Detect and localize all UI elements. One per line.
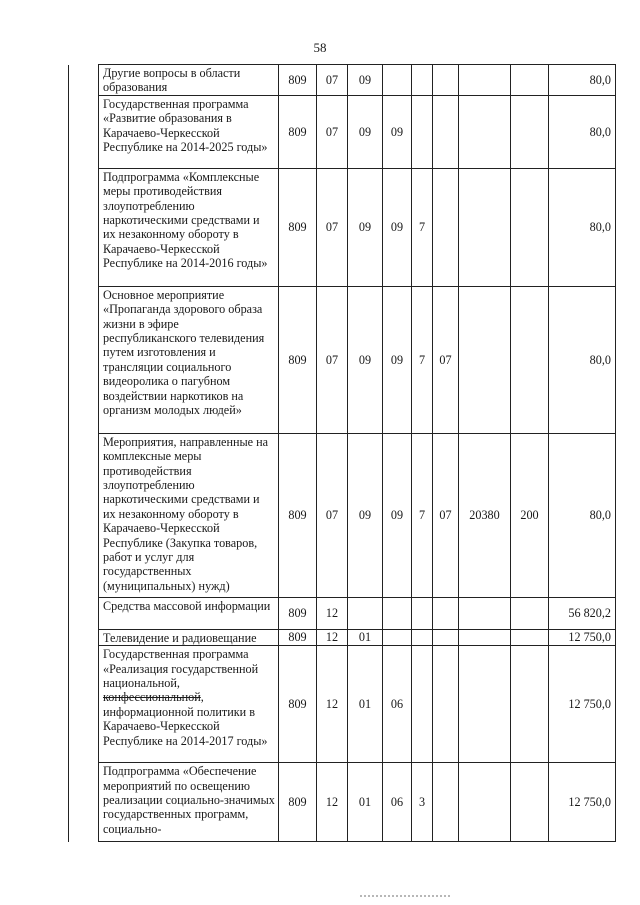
meropriyatie-code	[433, 597, 459, 629]
razdel-code: 12	[317, 646, 348, 763]
programma-code	[383, 629, 412, 645]
podprogramma-code	[412, 646, 433, 763]
row-name	[99, 646, 279, 763]
row-sum: 80,0	[549, 95, 616, 168]
table-row	[69, 646, 616, 763]
programma-code: 09	[383, 433, 412, 597]
row-name: Подпрограмма «Комплексные меры противодействия злоупотреблению наркотическими средствами и их незаконному обороту в Карачаево-Черкесской Республике на 2014-2016 годы»	[99, 168, 279, 286]
vedomstvo-code: 809	[279, 168, 317, 286]
row-sum: 80,0	[549, 433, 616, 597]
razdel-code: 12	[317, 629, 348, 645]
row-name: Телевидение и радиовещание	[99, 629, 279, 645]
podrazdel-code: 01	[348, 646, 383, 763]
razdel-code: 07	[317, 168, 348, 286]
programma-code: 09	[383, 286, 412, 433]
row-name-part: , информационной политики в Карачаево-Черкесской Республике на 2014-2017 годы»	[103, 690, 268, 748]
row-name: Другие вопросы в области образования	[99, 65, 279, 96]
vedomstvo-code: 809	[279, 95, 317, 168]
row-name: Основное мероприятие «Пропаганда здорового образа жизни в эфире республиканского телевидения путем изготовления и трансляции социального видеоролика о пагубном воздействии наркотиков на организм молодых людей»	[99, 286, 279, 433]
empty-cell	[69, 286, 99, 433]
table-row	[69, 629, 616, 645]
programma-code	[383, 597, 412, 629]
row-name: Мероприятия, направленные на комплексные меры противодействия злоупотреблению наркотическими средствами и их незаконному обороту в Карачаево-Черкесской Республике (Закупка товаров, работ и услуг для государственных (муниципальных) нужд)	[99, 433, 279, 597]
podrazdel-code: 01	[348, 629, 383, 645]
napravlenie-code	[459, 763, 511, 842]
table-row	[69, 95, 616, 168]
meropriyatie-code	[433, 65, 459, 96]
table-row	[69, 433, 616, 597]
podprogramma-code	[412, 95, 433, 168]
napravlenie-code	[459, 95, 511, 168]
table-row	[69, 597, 616, 629]
podrazdel-code: 09	[348, 433, 383, 597]
vid-rashodov-code	[511, 629, 549, 645]
vedomstvo-code: 809	[279, 65, 317, 96]
programma-code: 06	[383, 646, 412, 763]
vid-rashodov-code	[511, 763, 549, 842]
meropriyatie-code	[433, 646, 459, 763]
empty-cell	[69, 65, 99, 96]
napravlenie-code	[459, 629, 511, 645]
empty-cell	[69, 646, 99, 763]
empty-cell	[69, 597, 99, 629]
row-sum: 12 750,0	[549, 646, 616, 763]
row-name: Средства массовой информации	[99, 597, 279, 629]
podprogramma-code: 3	[412, 763, 433, 842]
vedomstvo-code: 809	[279, 286, 317, 433]
vid-rashodov-code	[511, 646, 549, 763]
podprogramma-code: 7	[412, 168, 433, 286]
empty-cell	[69, 168, 99, 286]
vid-rashodov-code	[511, 95, 549, 168]
programma-code: 09	[383, 168, 412, 286]
razdel-code: 12	[317, 763, 348, 842]
vedomstvo-code: 809	[279, 646, 317, 763]
vedomstvo-code: 809	[279, 433, 317, 597]
programma-code: 09	[383, 95, 412, 168]
empty-cell	[69, 433, 99, 597]
podprogramma-code	[412, 65, 433, 96]
podprogramma-code: 7	[412, 286, 433, 433]
razdel-code: 07	[317, 65, 348, 96]
row-name: Государственная программа «Развитие образования в Карачаево-Черкесской Республике на 2014-2025 годы»	[99, 95, 279, 168]
vedomstvo-code: 809	[279, 597, 317, 629]
meropriyatie-code	[433, 95, 459, 168]
vid-rashodov-code	[511, 168, 549, 286]
row-sum: 56 820,2	[549, 597, 616, 629]
podrazdel-code: 09	[348, 65, 383, 96]
table-row	[69, 168, 616, 286]
row-sum: 12 750,0	[549, 763, 616, 842]
podrazdel-code: 01	[348, 763, 383, 842]
empty-cell	[69, 629, 99, 645]
podprogramma-code: 7	[412, 433, 433, 597]
meropriyatie-code	[433, 629, 459, 645]
napravlenie-code	[459, 597, 511, 629]
table-row	[69, 65, 616, 96]
podrazdel-code: 09	[348, 168, 383, 286]
row-sum: 80,0	[549, 168, 616, 286]
vedomstvo-code: 809	[279, 763, 317, 842]
scan-artifact	[360, 895, 450, 901]
table-row	[69, 286, 616, 433]
podrazdel-code: 09	[348, 286, 383, 433]
meropriyatie-code: 07	[433, 433, 459, 597]
vid-rashodov-code: 200	[511, 433, 549, 597]
podprogramma-code	[412, 597, 433, 629]
razdel-code: 07	[317, 286, 348, 433]
row-sum: 12 750,0	[549, 629, 616, 645]
razdel-code: 07	[317, 95, 348, 168]
empty-cell	[69, 763, 99, 842]
podrazdel-code: 09	[348, 95, 383, 168]
table-row	[69, 763, 616, 842]
row-sum: 80,0	[549, 286, 616, 433]
napravlenie-code	[459, 286, 511, 433]
napravlenie-code	[459, 646, 511, 763]
vid-rashodov-code	[511, 597, 549, 629]
napravlenie-code	[459, 65, 511, 96]
row-name-part: Государственная программа «Реализация государственной национальной,	[103, 647, 259, 691]
razdel-code: 12	[317, 597, 348, 629]
page-number: 58	[313, 40, 327, 55]
row-name-struck-part: конфессиональной	[103, 690, 201, 705]
vedomstvo-code: 809	[279, 629, 317, 645]
vid-rashodov-code	[511, 65, 549, 96]
napravlenie-code: 20380	[459, 433, 511, 597]
meropriyatie-code	[433, 763, 459, 842]
programma-code: 06	[383, 763, 412, 842]
meropriyatie-code	[433, 168, 459, 286]
razdel-code: 07	[317, 433, 348, 597]
row-sum: 80,0	[549, 65, 616, 96]
empty-cell	[69, 95, 99, 168]
napravlenie-code	[459, 168, 511, 286]
budget-table	[68, 64, 616, 842]
row-name: Подпрограмма «Обеспечение мероприятий по освещению реализации социально-значимых государственных программ, социально-	[99, 763, 279, 842]
vid-rashodov-code	[511, 286, 549, 433]
podprogramma-code	[412, 629, 433, 645]
meropriyatie-code: 07	[433, 286, 459, 433]
podrazdel-code	[348, 597, 383, 629]
programma-code	[383, 65, 412, 96]
